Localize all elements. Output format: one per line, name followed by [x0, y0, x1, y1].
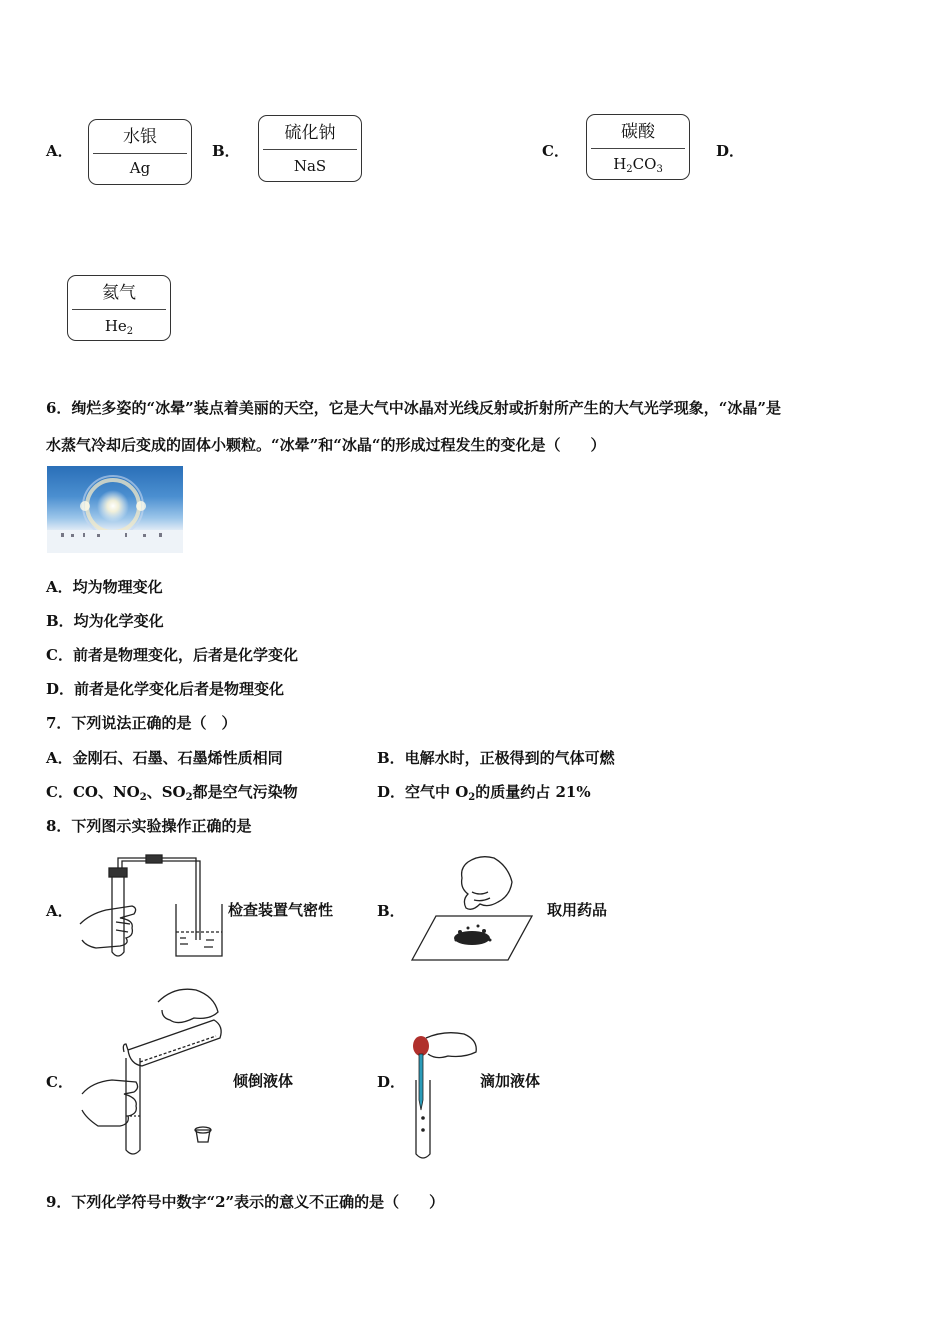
- q7-option-c: C．CO、$NO_2$、$SO_2$都是空气污染物: [46, 783, 298, 803]
- q5-option-c-letter: C．: [542, 142, 569, 160]
- q6-stem-line2: 水蒸气冷却后变成的固体小颗粒。“冰晕”和“冰晶“的形成过程发生的变化是（ ）: [46, 436, 606, 454]
- q8-option-d-letter: D．: [377, 1073, 406, 1091]
- q5-option-c-formula: $H_2CO_3$: [613, 155, 663, 175]
- take-reagent-illustration: [410, 852, 534, 964]
- ice-halo-photo: [47, 466, 183, 553]
- q5-option-b-card: [258, 115, 362, 182]
- q7-option-d: D．空气中 $O_2$的质量约占 21%: [377, 783, 591, 803]
- q6-option-d: D．前者是化学变化后者是物理变化: [46, 680, 285, 698]
- q8-option-d-label: 滴加液体: [480, 1072, 541, 1090]
- q5-option-d-letter: D．: [716, 142, 745, 160]
- airtightness-check-illustration: [76, 852, 226, 964]
- q6-stem-line1: 6．绚烂多姿的“冰晕”装点着美丽的天空，它是大气中冰晶对光线反射或折射所产生的大气光学现象，“冰晶”是: [46, 399, 781, 417]
- q5-option-d-card: [67, 275, 171, 341]
- q5-option-d-name: 氦气: [102, 283, 136, 303]
- q6-option-b: B．均为化学变化: [46, 612, 164, 630]
- q8-stem: 8．下列图示实验操作正确的是: [46, 817, 252, 835]
- q9-stem: 9．下列化学符号中数字“2”表示的意义不正确的是（ ）: [46, 1193, 445, 1211]
- q8-option-c-letter: C．: [46, 1073, 73, 1091]
- q6-option-a: A．均为物理变化: [46, 578, 163, 596]
- q5-option-a-letter: A．: [46, 142, 73, 160]
- dropper-illustration: [404, 1030, 480, 1162]
- q6-option-c: C．前者是物理变化，后者是化学变化: [46, 646, 298, 664]
- q5-option-b-formula: NaS: [293, 157, 327, 175]
- q7-option-b: B．电解水时，正极得到的气体可燃: [377, 749, 615, 767]
- q5-option-d-formula: $He_2$: [104, 317, 134, 337]
- q8-option-b-label: 取用药品: [547, 901, 608, 919]
- q8-option-a-letter: A．: [46, 902, 73, 920]
- q8-option-a-label: 检查装置气密性: [228, 901, 334, 919]
- q5-option-a-formula: Ag: [129, 159, 151, 177]
- q5-option-b-letter: B．: [212, 142, 240, 160]
- q7-stem: 7．下列说法正确的是（ ）: [46, 714, 237, 732]
- q5-option-c-card: [586, 114, 690, 180]
- q5-option-a-card: [88, 119, 192, 185]
- pour-liquid-illustration: [78, 978, 228, 1156]
- q5-option-c-name: 碳酸: [621, 122, 655, 142]
- q8-option-b-letter: B．: [377, 902, 405, 920]
- q8-option-c-label: 倾倒液体: [233, 1072, 294, 1090]
- q5-option-b-name: 硫化钠: [284, 123, 336, 143]
- q5-option-a-name: 水银: [123, 127, 157, 147]
- q7-option-a: A．金刚石、石墨、石墨烯性质相同: [46, 749, 283, 767]
